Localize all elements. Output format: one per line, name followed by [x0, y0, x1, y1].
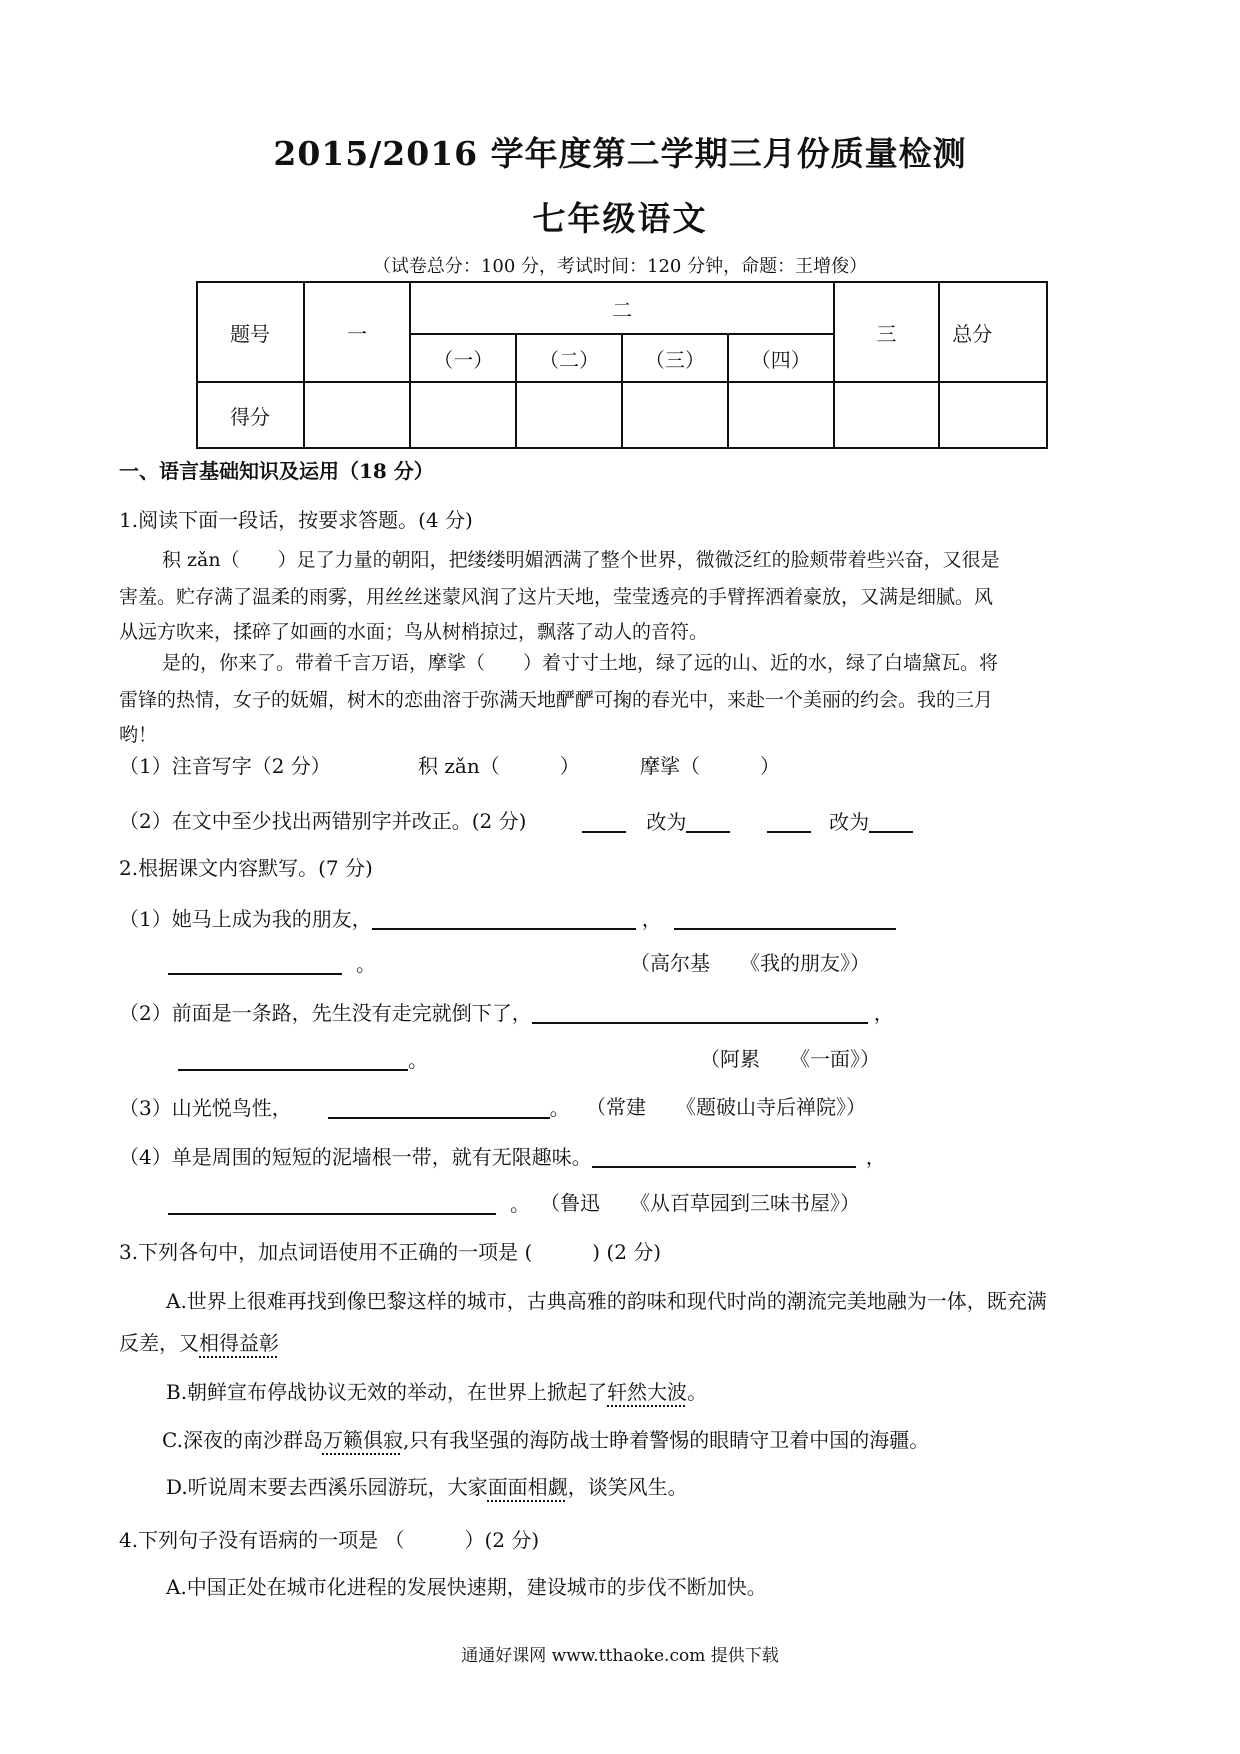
q2-s3-source: （常建 《题破山寺后禅院》） [586, 1095, 866, 1119]
exam-title: 2015/2016 学年度第二学期三月份质量检测 [273, 134, 967, 173]
q1-passage-line: 害羞。贮存满了温柔的雨雾，用丝丝迷蒙风润了这片天地，莹莹透亮的手臂挥洒着豪放，又满是细腻。风 [119, 586, 994, 608]
q3-a-text: 反差，又 [119, 1331, 199, 1355]
answer-blank[interactable] [869, 811, 913, 833]
score-row-label-score: 得分 [197, 382, 304, 448]
q3-d-dotted-word: 面面相觑 [487, 1475, 568, 1499]
period: 。 [510, 1192, 530, 1216]
q1-passage-line: 从远方吹来，揉碎了如画的水面；鸟从树梢掠过，飘落了动人的音符。 [119, 621, 709, 643]
q3-b-text: B.朝鲜宣布停战协议无效的举动，在世界上掀起了 [166, 1380, 608, 1404]
q2-s2-text: （2）前面是一条路，先生没有走完就倒下了， [119, 1001, 532, 1025]
question-4-prompt: 4.下列句子没有语病的一项是 （ ）(2 分) [119, 1528, 540, 1552]
q1-sub1-label: （1）注音写字（2 分） [119, 754, 331, 778]
answer-blank[interactable] [372, 908, 636, 930]
q3-option-c [162, 1430, 929, 1450]
change-label: 改为 [646, 810, 687, 834]
comma: ， [873, 1001, 894, 1025]
change-label: 改为 [829, 810, 870, 834]
period: 。 [408, 1048, 428, 1072]
score-col-one: 一 [304, 282, 411, 382]
q2-s1-text: （1）她马上成为我的朋友， [119, 907, 372, 931]
score-col-three: 三 [834, 282, 940, 382]
q3-option-b [166, 1382, 707, 1402]
section-heading: 一、语言基础知识及运用（18 分） [119, 459, 434, 483]
score-cell[interactable] [622, 382, 728, 448]
score-cell[interactable] [728, 382, 834, 448]
q3-b-end: 。 [687, 1380, 708, 1404]
q2-s3-text: （3）山光悦鸟性， [119, 1096, 292, 1120]
answer-blank[interactable] [168, 1193, 496, 1215]
score-cell[interactable] [939, 382, 1047, 448]
answer-blank[interactable] [178, 1049, 408, 1071]
q3-c-text: C.深夜的南沙群岛 [162, 1428, 323, 1452]
q3-d-text: D.听说周末要去西溪乐园游玩，大家 [166, 1475, 488, 1499]
score-cell[interactable] [304, 382, 411, 448]
comma: ， [865, 1145, 886, 1169]
q4-option-a: A.中国正处在城市化进程的发展快速期，建设城市的步伐不断加快。 [166, 1575, 767, 1599]
answer-blank[interactable] [328, 1097, 550, 1119]
answer-blank[interactable] [532, 1002, 868, 1024]
q2-s4-source: （鲁迅 《从百草园到三味书屋》） [540, 1191, 860, 1215]
answer-blank[interactable] [592, 1146, 856, 1168]
q3-option-d [166, 1477, 688, 1497]
question-1-prompt: 1.阅读下面一段话，按要求答题。(4 分) [119, 508, 473, 532]
q1-sub2-label: （2）在文中至少找出两错别字并改正。(2 分) [119, 809, 527, 833]
q2-s2 [119, 1002, 894, 1024]
q2-s2-source: （阿累 《一面》） [700, 1047, 880, 1071]
answer-blank[interactable] [686, 811, 730, 833]
period: 。 [549, 1096, 570, 1120]
comma: ， [641, 907, 662, 931]
score-table [196, 281, 1048, 449]
score-cell[interactable] [834, 382, 940, 448]
q1-sub1-b[interactable]: 摩挲（ ） [640, 754, 780, 778]
q2-s3 [119, 1097, 570, 1119]
answer-blank[interactable] [168, 953, 342, 975]
score-col-two: 二 [410, 282, 833, 334]
score-subcol-3: （三） [622, 334, 728, 382]
exam-subject: 七年级语文 [532, 199, 708, 238]
q2-s4-end [168, 1193, 530, 1215]
q1-passage-line: 积 zǎn（ ）足了力量的朝阳，把缕缕明媚洒满了整个世界，微微泛红的脸颊带着些兴奋，又很是 [162, 549, 1000, 571]
score-row-label-number: 题号 [197, 282, 304, 382]
q3-option-a-line2 [119, 1333, 279, 1353]
q2-s2-end [178, 1049, 428, 1071]
q1-sub1-a[interactable]: 积 zǎn（ ） [418, 754, 580, 778]
question-3-prompt: 3.下列各句中，加点词语使用不正确的一项是 ( ) (2 分) [119, 1240, 662, 1264]
q2-s1-end [168, 953, 376, 975]
q1-passage-line: 哟！ [119, 724, 158, 746]
q3-d-end: ，谈笑风生。 [567, 1475, 688, 1499]
answer-blank[interactable] [674, 908, 896, 930]
q2-s4-text: （4）单是周围的短短的泥墙根一带，就有无限趣味。 [119, 1145, 592, 1169]
score-subcol-2: （二） [516, 334, 622, 382]
q3-c-end: ,只有我坚强的海防战士睁着警惕的眼睛守卫着中国的海疆。 [402, 1428, 930, 1452]
q2-s1 [119, 908, 896, 930]
score-subcol-1: （一） [410, 334, 516, 382]
period: 。 [356, 952, 376, 976]
score-col-total: 总分 [939, 282, 1047, 382]
answer-blank[interactable] [767, 811, 811, 833]
question-2-prompt: 2.根据课文内容默写。(7 分) [119, 856, 373, 880]
q2-s4 [119, 1146, 886, 1168]
score-subcol-4: （四） [728, 334, 834, 382]
q3-c-dotted-word: 万籁俱寂 [322, 1428, 403, 1452]
q1-passage-line: 雷锋的热情，女子的妩媚，树木的恋曲溶于弥满天地酽酽可掬的春光中，来赴一个美丽的约会。我的三月 [119, 689, 994, 711]
q1-sub2-answers [582, 811, 913, 833]
q3-a-dotted-word: 相得益彰 [199, 1331, 279, 1355]
score-cell[interactable] [410, 382, 516, 448]
q3-b-dotted-word: 轩然大波 [607, 1380, 688, 1404]
score-cell[interactable] [516, 382, 622, 448]
answer-blank[interactable] [582, 811, 626, 833]
q2-s1-source: （高尔基 《我的朋友》） [630, 951, 870, 975]
q1-passage-line: 是的，你来了。带着千言万语，摩挲（ ）着寸寸土地，绿了远的山、近的水，绿了白墙黛瓦。将 [162, 652, 999, 674]
exam-info: （试卷总分：100 分，考试时间：120 分钟，命题：王增俊） [372, 256, 868, 277]
q3-option-a-line1: A.世界上很难再找到像巴黎这样的城市，古典高雅的韵味和现代时尚的潮流完美地融为一体，既充满 [166, 1289, 1047, 1313]
footer-credit: 通通好课网 www.tthaoke.com 提供下载 [461, 1646, 779, 1666]
